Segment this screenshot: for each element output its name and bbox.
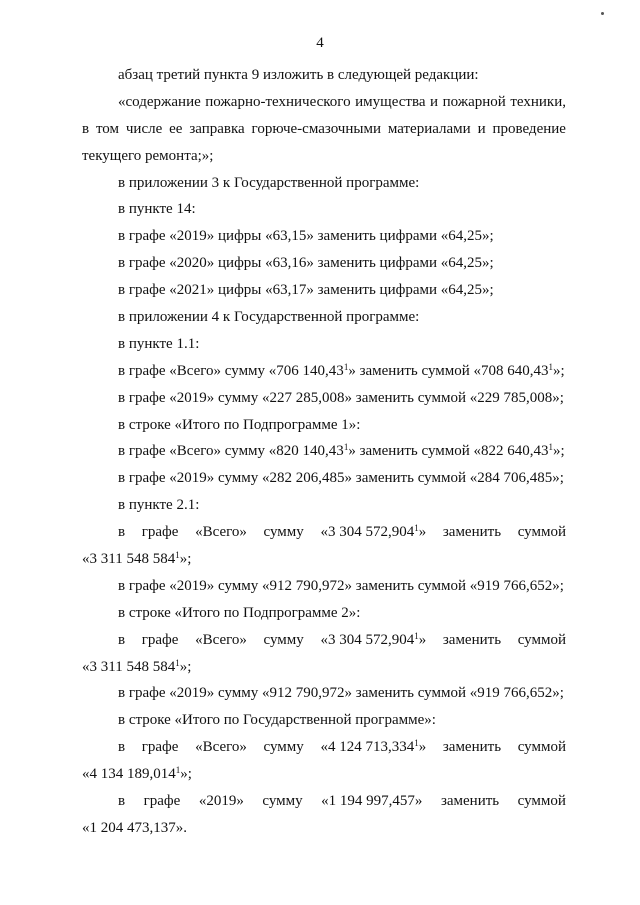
word: сумму — [263, 524, 304, 541]
word: в — [118, 793, 126, 810]
word: «Всего» — [195, 524, 247, 541]
word: в — [82, 120, 90, 137]
word: сумму — [263, 631, 304, 648]
word: в — [118, 631, 126, 648]
document-body — [82, 62, 566, 842]
text-line — [82, 89, 566, 116]
text-line: в приложении 3 к Государственной программе: — [118, 174, 420, 191]
text-line — [82, 627, 566, 654]
text-line — [82, 519, 566, 546]
text-line — [82, 116, 566, 143]
text-line: в строке «Итого по Подпрограмме 2»: — [118, 604, 361, 621]
word: «2019» — [198, 793, 244, 810]
word: техники, — [510, 93, 566, 110]
text-line: в графе «2021» цифры «63,17» заменить цифрами «64,25»; — [118, 282, 494, 299]
word: заменить — [442, 524, 502, 541]
text-line: в графе «2019» сумму «282 206,485» заменить суммой «284 706,485»; — [118, 470, 564, 487]
word: заменить — [440, 793, 500, 810]
text-line: в графе «2020» цифры «63,16» заменить цифрами «64,25»; — [118, 255, 494, 272]
text-line: «3 311 548 $584^1$»; — [82, 550, 192, 568]
word: графе — [141, 524, 179, 541]
text-line: «1 204 473,137». — [82, 819, 187, 836]
text-line: в графе «2019» сумму «912 790,972» заменить суммой «919 766,652»; — [118, 577, 564, 594]
word: в — [118, 739, 126, 756]
word: и — [430, 93, 439, 110]
text-line: в пункте 14: — [118, 201, 196, 218]
text-line: в строке «Итого по Подпрограмме 1»: — [118, 416, 361, 433]
word: материалами — [387, 120, 471, 137]
word: ее — [169, 120, 183, 137]
word: суммой — [517, 631, 566, 648]
text-line: в пункте 1.1: — [118, 335, 200, 352]
word: «3 304 572,904$^1$» — [320, 523, 427, 541]
word: пожарной — [442, 93, 506, 110]
word: «Всего» — [195, 739, 247, 756]
text-line: в графе «2019» цифры «63,15» заменить цифрами «64,25»; — [118, 228, 494, 245]
word: графе — [141, 739, 179, 756]
word: горюче-смазочными — [251, 120, 381, 137]
word: сумму — [262, 793, 303, 810]
word: в — [118, 524, 126, 541]
word: «Всего» — [195, 631, 247, 648]
text-line: в графе «2019» сумму «912 790,972» заменить суммой «919 766,652»; — [118, 685, 564, 702]
text-line: «4 134 189,014$^1$»; — [82, 765, 192, 783]
word: имущества — [355, 93, 426, 110]
text-line: в графе «Всего» сумму «706 140,43$^1$» заменить суммой «708 640,43$^1$»; — [118, 361, 565, 379]
word: проведение — [492, 120, 566, 137]
word: «1 194 997,457» — [321, 793, 423, 810]
text-line: в приложении 4 к Государственной программе: — [118, 309, 420, 326]
word: «4 124 713,334$^1$» — [320, 738, 427, 756]
text-line: абзац третий пункта 9 изложить в следующей редакции: — [118, 67, 479, 83]
word: суммой — [517, 524, 566, 541]
word: и — [477, 120, 486, 137]
word: графе — [141, 631, 179, 648]
word: заменить — [442, 739, 502, 756]
text-line: в пункте 2.1: — [118, 497, 200, 514]
word: заправка — [189, 120, 245, 137]
text-line: текущего ремонта;»; — [82, 147, 214, 164]
page-number: 4 — [316, 35, 324, 51]
text-line — [82, 788, 566, 815]
text-line: «3 311 548 $584^1$»; — [82, 657, 192, 675]
scan-mark — [601, 12, 604, 15]
word: «содержание — [118, 93, 201, 110]
word: суммой — [517, 793, 566, 810]
word: пожарно-технического — [205, 93, 351, 110]
word: «3 304 572,904$^1$» — [320, 630, 427, 648]
text-line — [82, 734, 566, 761]
text-line: в графе «2019» сумму «227 285,008» заменить суммой «229 785,008»; — [118, 389, 564, 406]
word: заменить — [442, 631, 502, 648]
text-line: в графе «Всего» сумму «820 140,43$^1$» заменить суммой «822 640,43$^1$»; — [118, 442, 565, 460]
text-line: в строке «Итого по Государственной программе»: — [118, 712, 436, 729]
word: суммой — [517, 739, 566, 756]
word: графе — [143, 793, 181, 810]
word: числе — [125, 120, 163, 137]
word: сумму — [263, 739, 304, 756]
word: том — [95, 120, 120, 137]
